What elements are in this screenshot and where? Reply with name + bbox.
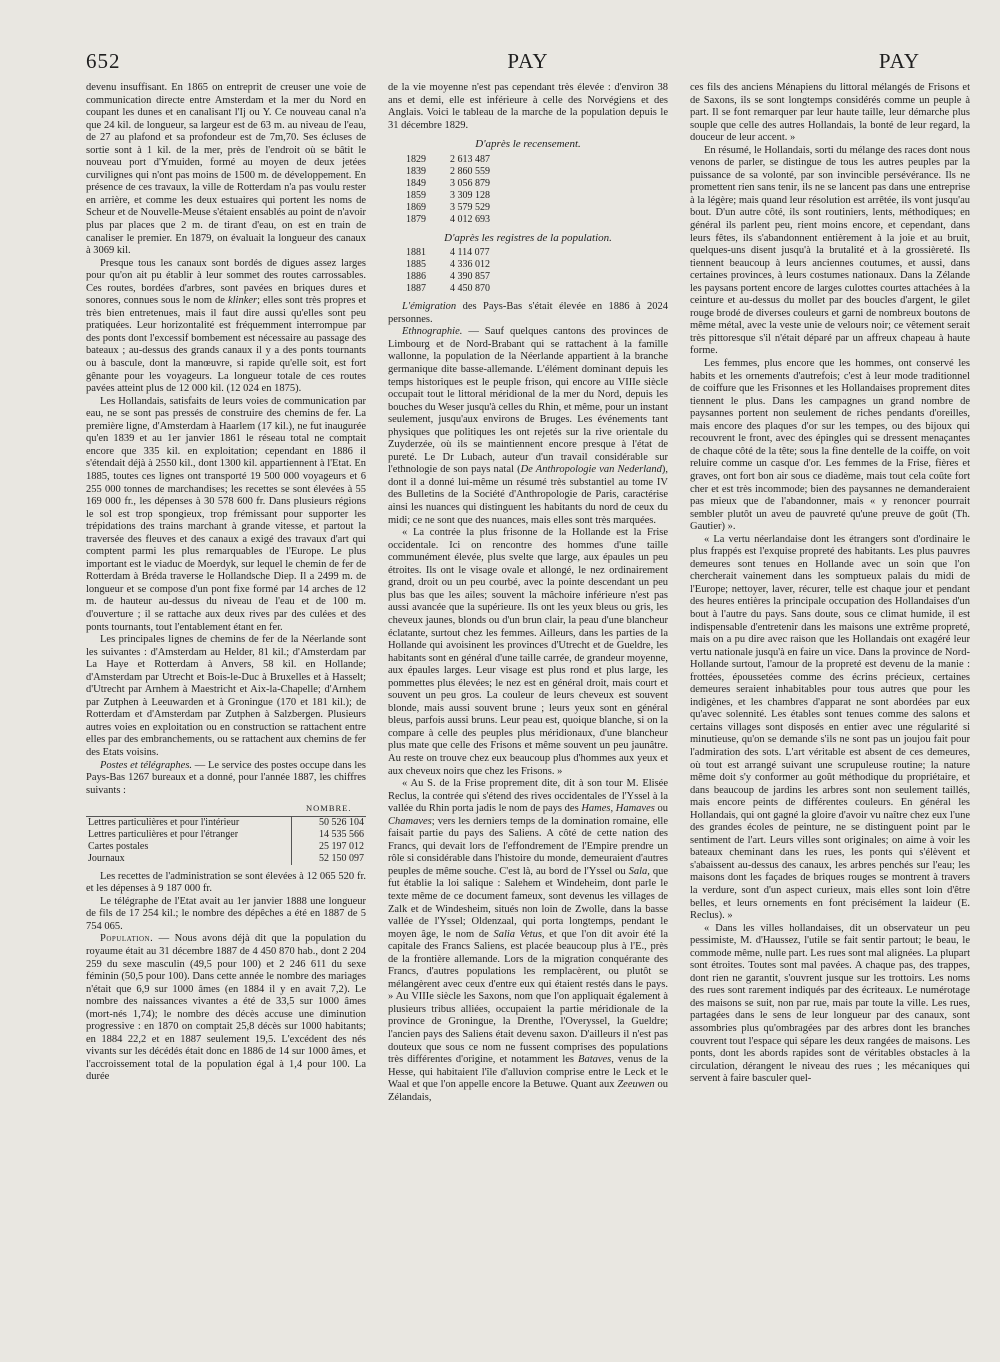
paragraph: Presque tous les canaux sont bordés de digues assez larges pour qu'on ait pu établir à leur sommet des routes carrossables. Ces routes, bordées d'arbres, sont pavées en briques dures et sonores, connues sous le nom de klinker; elles sont très propres et très bien entretenues, mais il faut dire aussi qu'elles sont peu pratiquées. Leur horizontalité est fréquemment interrompue par des ponts dont l'excessif bombement est nécessaire au passage des bateaux ; au-dessus des grands canaux il y a des ponts tournants ou à bascule, dont la manœuvre, si rapide qu'elle soit, est fort gênante pour les voyageurs. La longueur totale de ces routes pavées atteint plus de 12 000 kil. (12 024 en 1875).	[86, 257, 366, 395]
paragraph: Ethnographie. — Sauf quelques cantons des provinces de Limbourg et de Nord-Brabant qui se rattachent à la famille wallonne, la population de la Néerlande appartient à la branche germanique dite basse-allemande. L'élément dominant depuis les temps historiques est le peuple frison, qui encore au VIIIe siècle occupait tout le littoral méridional de la mer du Nord, depuis les bouches du Weser jusqu'à celles du Rhin, et même, pour un instant seulement, jusqu'aux environs de Bruges. Les événements tant physiques que politiques les ont rejetés sur la rive orientale du Zuyderzée, où ils se maintiennent encore presque à l'état de pureté. Le Dr Lubach, auteur d'un travail considérable sur l'ethnologie de son pays natal (De Anthropologie van Nederland), dont il a donné lui-même un résumé très substantiel au tome IV des Bulletins de la Société d'Anthropologie de Paris, caractérise ainsi les nuances qui distinguent les habitants du nord de ceux du midi; ce ne sont que des nuances, mais elles sont très marquées.	[388, 326, 668, 526]
paragraph: « La vertu néerlandaise dont les étrangers sont d'ordinaire le plus frappés est l'exquise propreté des habitants. Les plus pauvres demeures sont tenues en Hollande avec un soin que l'on chercherait vainement dans les somptueux palais du midi de l'Europe; nettoyer, laver, récurer, telle est chaque jour et pendant des heures entières la principale occupation des Hollandaises d'un bout à l'autre du pays. Sans doute, sous ce climat humide, il est indispensable d'entretenir dans les maisons une extrême propreté, mais on a pu dire avec raison que les Hollandais ont exagéré leur vertu nationale jusqu'à en faire un vice. Dans la province de Nord-Hollande surtout, l'amour de la propreté est devenu de la manie : frottées, époussetées comme des écrins précieux, certaines demeures seraient inhabitables pour tous autres que pour les indigènes, et les chambres d'apparat ne sont abordées par eux qu'avec solennité. Les étables sont tenues comme des salons et certains villages sont disposés en entier avec une régularité si minutieuse, qu'on se demande s'ils ne sont pas un joujou fait pour l'admiration des sots. L'art véritable est absent de ces demeures, où tout est arrangé suivant une scrupuleuse routine; la nature même doit s'y conformer au goût méthodique du propriétaire, et dans beaucoup de jardins les arbres sont non seulement taillés, mais encore peints de différentes couleurs. En général les Hollandais, qui ont gagné la gloire d'avoir vu naître chez eux l'une des grandes écoles de peinture, ne se distinguent point par le sentiment de l'art. Leurs villes sont originales; on aime à voir les bateaux cheminant dans les rues, les ponts qui s'élèvent et s'abaissent au-dessus des canaux, les arbres penchés sur l'eau; les maisons dont les façades de briques rouges se montrent à travers la verdure, sont d'un aspect curieux, mais elles sont loin d'être belles, et leurs ornements en font précisément la laideur (E. Reclus). »	[690, 533, 970, 922]
census-table	[402, 154, 494, 226]
paragraph: Postes et télégraphes. — Le service des postes occupe dans les Pays-Bas 1267 bureaux et a donné, pour l'année 1887, les chiffres suivants :	[86, 759, 366, 796]
table-row: 1869 3 579 529	[406, 201, 490, 213]
paragraph: « Dans les villes hollandaises, dit un observateur un peu pessimiste, M. d'Haussez, l'utile se fait sentir partout; le beau, le commode même, nulle part. Les rues sont mal alignées. La plupart sont étroites. Toutes sont mal pavées. A chaque pas, des trappes, dont rien ne garantit, s'ouvrent jusque sur les trottoirs. Les noms des rues sont rarement indiqués par des écriteaux. Le numérotage des maisons se suit, non par rue, mais par toute la ville. Les rues, partagées dans le sens de leur longueur par des canaux, sont assombries plus qu'ombragées par des arbres dont les branches couvrent tout l'espace qui sépare les deux rangées de maisons. Les ponts, dont les abords rapides sont de véritables obstacles à la circulation, dérangent le niveau des rues ; les mécaniques qui servent à faire basculer quel-	[690, 922, 970, 1085]
table-row: 1829 2 613 487	[406, 153, 490, 165]
running-header	[86, 44, 970, 78]
postal-table	[86, 801, 366, 865]
table-row: Journaux 52 150 097	[88, 852, 364, 864]
paragraph: de la vie moyenne n'est pas cependant très élevée : d'environ 38 ans et demi, elle est inférieure à celle des Norvégiens et des Anglais. Voici le tableau de la marche de la population depuis le 31 décembre 1829.	[388, 82, 668, 131]
column-2	[388, 82, 668, 1104]
page-number: 652	[86, 48, 121, 73]
table-row: 1886 4 390 857	[406, 271, 490, 283]
paragraph: Les Hollandais, satisfaits de leurs voies de communication par eau, ne se sont pas pressés de construire des chemins de fer. La première ligne, d'Amsterdam à Haarlem (17 kil.), ne fut inaugurée qu'en 1839 et au 1er janvier 1861 le réseau total ne comptait encore que 335 kil. en exploitation; cependant en 1886 il s'étendait déjà à 2550 kil., dont 1300 kil. appartiennent à l'Etat. En 1885, toutes ces lignes ont transporté 19 500 000 voyageurs et 6 255 000 tonnes de marchandises; les recettes se sont élevées à 55 169 000 fr., les dépenses à 30 578 600 fr. Dans plusieurs régions le sol est trop spongieux, trop frémissant pour supporter les trépidations des trains marchant à grande vitesse, et partout la traversée des fleuves et des canaux a exigé des travaux d'art qui comptent parmi les plus remarquables de l'Europe. Le plus important est le viaduc de Moerdyk, sur lequel le chemin de fer de Rotterdam à Bréda traverse le Hollandsche Diep. Il a 2499 m. de longueur et se compose d'un pont fixe formé par 14 arches de 12 m. de hauteur au-dessus du niveau de l'eau et de 100 m. d'ouverture ; il se rattache aux deux rives par des culées et des ponts tournants, tout l'entablement étant en fer.	[86, 395, 366, 633]
header-word-center: PAY	[507, 48, 549, 73]
paragraph: Les femmes, plus encore que les hommes, ont conservé les habits et les ornements d'autrefois; c'est à leur mode traditionnel de coiffure que les Frisonnes et les Hollandaises proprement dites tiennent le plus. Dans les campagnes un grand nombre de paysannes portent non seulement de riches pendants d'oreilles, mais encore des plaques d'or sur les tempes, ou des bijoux qui recouvrent le front, avec des épingles qui se dressent menaçantes de chaque côté de la tête; sous la fine dentelle de la coiffe, on voit reluire comme un casque d'or. Les femmes de la Frise, fières et graves, ont fort bon air sous ce diadème, mais tout cela coûte fort cher et est très incommode; bien des paysannes ne demanderaient pas mieux que de l'abandonner, mais « y renoncer pourrait sembler plutôt un aveu de pauvreté qu'une preuve de goût (Th. Gautier) ».	[690, 358, 970, 533]
column-3	[690, 82, 970, 1104]
census-subheading: D'après le recensement.	[475, 138, 581, 151]
table-row: 1879 4 012 693	[406, 213, 490, 225]
table-row: 1885 4 336 012	[406, 259, 490, 271]
paragraph: L'émigration des Pays-Bas s'était élevée en 1886 à 2024 personnes.	[388, 301, 668, 325]
table-row: 1859 3 309 128	[406, 189, 490, 201]
registers-table	[402, 247, 494, 295]
table-row: 1887 4 450 870	[406, 283, 490, 295]
paragraph: « Au S. de la Frise proprement dite, dit à son tour M. Elisée Reclus, la contrée qui s'étend des rives occidentales de l'Yssel à la vallée du Rhin porta jadis le nom de pays des Hames, Hamaves ou Chamaves; vers les derniers temps de la domination romaine, elle faisait partie du pays des Saliens. A côté de cette nation des Francs, qui devait lors de l'effondrement de l'Empire prendre un rôle si considérable dans l'histoire du monde, demeuraient d'autres peuples de même souche. C'est là, au bord de l'Yssel ou Sala, que fut établie la loi salique : Salehem et Windeheim, dont parle le texte même de ce document fameux, sont devenus les villages de Zalk et de Windesheim, situés non loin de Zwolle, dans la basse vallée de l'Yssel; Oldenzaal, qui porta longtemps, pendant le moyen âge, le nom de Salia Vetus, et que l'on dit avoir été la capitale des Francs Saliens, est placée beaucoup plus à l'E., près de la frontière allemande. Lors de la migration conquérante des Francs, d'autres populations les remplacèrent, ou plutôt se mélangèrent avec ceux d'entre eux qui étaient restés dans le pays. » Au VIIIe siècle les Saxons, nom que l'on appliquait également à plusieurs tribus alliées, occupaient la partie méridionale de la province de Groningue, la Drenthe, l'Overyssel, la Gueldre; l'ancien pays des Saliens était devenu saxon. D'ailleurs il n'est pas douteux que sous ce nom ne fussent comprises des populations très différentes d'origine, et notamment les Bataves, venus de la Hesse, qui habitaient l'île d'alluvion comprise entre le Leck et le Waal et que l'on appelle encore la Betuwe. Quant aux Zeeuwen ou Zélandais,	[388, 778, 668, 1103]
text-columns	[86, 82, 970, 1104]
paragraph: Le télégraphe de l'Etat avait au 1er janvier 1888 une longueur de fils de 17 254 kil.; le nombre des dépêches a été en 1887 de 5 754 065.	[86, 895, 366, 932]
table-row: 1849 3 056 879	[406, 177, 490, 189]
paragraph: devenu insuffisant. En 1865 on entreprit de creuser une voie de communication directe entre Amsterdam et la mer du Nord en coupant les dunes et en canalisant l'Ij ou Y. Ce nouveau canal n'a que 24 kil. de longueur, sa largeur est de 63 m. au niveau de l'eau, de 27 au plafond et sa profondeur est de 7m,70. Ses écluses de sortie sont à 1 kil. de la mer, près de l'endroit où se bâtit le nouveau port d'Ymuiden, formé au moyen de deux jetées curvilignes qui n'ont pas moins de 1500 m. de développement. En présence de ces travaux, la ville de Rotterdam n'a pas voulu rester en arrière, et comme les deux estuaires qui portent les noms de Scheur et de Nouvelle-Meuse s'étaient ensablés au point de n'avoir plus par places que 2 m. de tirant d'eau, on est en train de canaliser le premier. En 1879, on évaluait la longueur des canaux à 3069 kil.	[86, 82, 366, 257]
paragraph: Les recettes de l'administration se sont élevées à 12 065 520 fr. et les dépenses à 9 187 000 fr.	[86, 870, 366, 895]
column-1	[86, 82, 366, 1104]
table-row: 1839 2 860 559	[406, 165, 490, 177]
header-word-right: PAY	[878, 48, 920, 73]
table-row: 1881 4 114 077	[406, 247, 490, 259]
paragraph: « La contrée la plus frisonne de la Hollande est la Frise occidentale. Ici on rencontre des hommes d'une taille communément élevée, plus svelte que large, aux épaules un peu étroites. Ils ont le visage ovale et allongé, le nez ordinairement grand, droit ou un peu courbé, avec la pointe descendant un peu plus bas que les ailes; souvent la mâchoire inférieure n'est pas aussi avancée que la supérieure. Ils ont les yeux bleus ou gris, les cheveux jaunes, blonds ou d'un brun clair, la peau d'une blancheur éclatante, surtout chez les femmes. Ailleurs, dans les parties de la Hollande qui avoisinent les provinces d'Utrecht et de Gueldre, les habitants sont en général d'une taille carrée, de grandeur moyenne, aux épaules larges. Leur visage est plus rond et plus large, les pommettes plus élevées; le nez est en général droit, mais court et souvent un peu gros. La couleur de leurs cheveux est souvent blonde, mais aussi souvent brune ; leurs yeux sont en général bleus, parfois aussi bruns. Leur peau est, quoique blanche, si on la compare à celle des peuples plus méridionaux, d'une blancheur plus mate que celle des Frisons et même souvent un peu jaunâtre. Au reste on trouve chez eux beaucoup plus d'hommes aux yeux et aux cheveux noirs que chez les Frisons. »	[388, 527, 668, 777]
paragraph: En résumé, le Hollandais, sorti du mélange des races dont nous venons de parler, se distingue de tous les autres peuples par la puissance de sa volonté, par son invincible persévérance. Ils ne promettent rien sans tenir, ils ne se lancent pas dans une entreprise à la légère; mais quand leur résolution est arrêtée, ils vont jusqu'au bout. D'un autre côté, ils sont routiniers, lents, méthodiques; en général ils parlent peu, rient moins encore, et cependant, dans leurs fêtes, ils s'abandonnent entièrement à la joie et au bruit, quelques-uns disent jusqu'à la brutalité et à la grossièreté. Ils tiennent beaucoup à leurs anciennes coutumes, et aussi, dans certaines provinces, à leurs costumes nationaux. Dans la Zélande les paysans portent encore de larges culottes courtes attachées à la ceinture et au-dessus du mollet par des boucles d'argent, le gilet rouge brodé de diverses couleurs et garni de nombreux boutons de même métal, avec la veste unie de velours noir; ce vêtement serait très pittoresque s'il n'était déparé par un affreux chapeau à haute forme.	[690, 144, 970, 357]
table-row: Lettres particulières et pour l'intérieur 50 526 104	[88, 816, 364, 828]
postal-table-header: NOMBRE.	[292, 801, 367, 816]
paragraph: Les principales lignes de chemins de fer de la Néerlande sont les suivantes : d'Amsterdam au Helder, 81 kil.; d'Amsterdam par La Haye et Rotterdam à Anvers, 58 kil. en Hollande; d'Amsterdam par Utrecht et Bois-le-Duc à Bruxelles et à Hasselt; d'Utrecht par Arnhem à Maestricht et Aix-la-Chapelle; d'Arnhem par Zutphen à Leeuwarden et à Groningue (170 et 181 kil.); de Rotterdam et d'Amsterdam par Zutphen à Salzbergen. Plusieurs autres voies en exploitation ou en construction se rattachent entre elles par des embranchements, ou se rattachent aux chemins de fer des Etats voisins.	[86, 634, 366, 758]
paragraph: Population. — Nous avons déjà dit que la population du royaume était au 31 décembre 1887 de 4 450 870 hab., dont 2 204 259 du sexe masculin (49,5 pour 100) et 2 246 611 du sexe féminin (50,5 pour 100). Dans cette année le nombre des mariages n'était que 6,9 sur 1000 âmes (en 1884 il y en avait 7,2). Le nombre des naissances vivantes a été de 33,5 sur 1000 âmes (mort-nés 1,74); le nombre des décès accuse une diminution progressive : en 1870 on comptait 25,8 décès sur 1000 habitants; en 1884 22,2 et en 1887 seulement 19,5. L'excédent des nés vivants sur les décédés était donc en 1886 de 14 sur 1000 âmes, et l'accroissement total de la population égal à 1,4 pour 100. La durée	[86, 933, 366, 1083]
table-row: Lettres particulières et pour l'étranger 14 535 566	[88, 828, 364, 840]
table-row: Cartes postales 25 197 012	[88, 840, 364, 852]
paragraph: ces fils des anciens Ménapiens du littoral mélangés de Frisons et de Saxons, ils se sont longtemps considérés comme un peuple à part. Il se font remarquer par leur haute taille, leur démarche plus souple que celle des autres Hollandais, la bonté de leur regard, la douceur de leur accent. »	[690, 82, 970, 144]
registers-subheading: D'après les registres de la population.	[444, 231, 612, 244]
